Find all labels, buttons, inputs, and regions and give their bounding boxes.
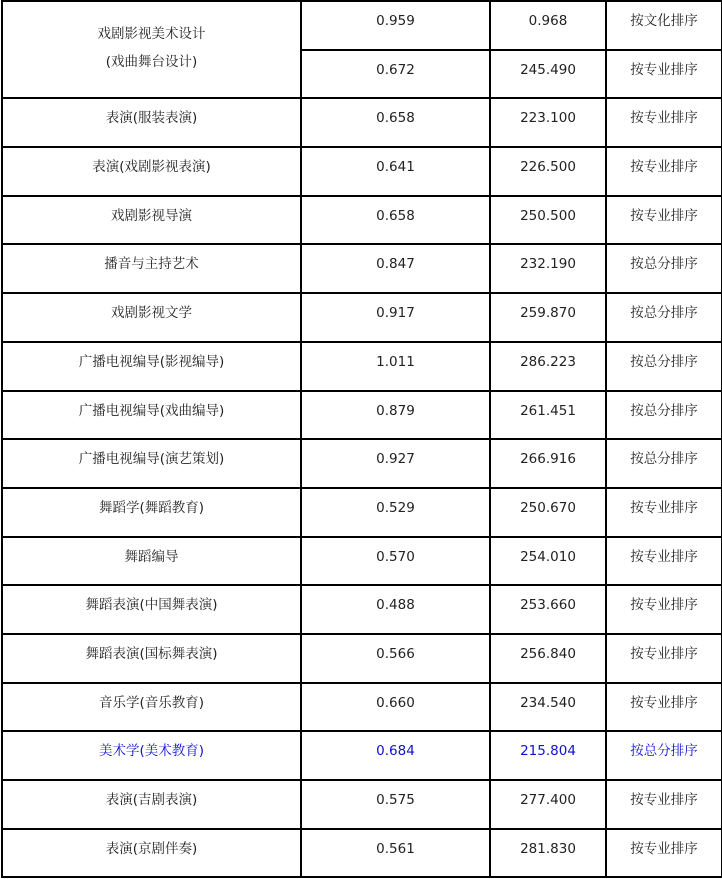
- score-cell: 215.804: [490, 731, 606, 780]
- ratio-cell: 0.641: [301, 147, 490, 196]
- ratio-cell: 0.847: [301, 244, 490, 293]
- method-cell: 按文化排序: [606, 1, 722, 50]
- table-row: [2, 634, 722, 683]
- method-cell: 按专业排序: [606, 50, 722, 99]
- score-cell: 250.670: [490, 488, 606, 537]
- table-row: [2, 244, 722, 293]
- table-row: [2, 780, 722, 829]
- method-cell: 按总分排序: [606, 342, 722, 391]
- major-cell: [2, 1, 301, 98]
- major-cell: 舞蹈表演(中国舞表演): [2, 585, 301, 634]
- method-cell: 按专业排序: [606, 488, 722, 537]
- method-cell: 按总分排序: [606, 293, 722, 342]
- method-cell: 按总分排序: [606, 244, 722, 293]
- ratio-cell: 0.684: [301, 731, 490, 780]
- major-cell: 舞蹈学(舞蹈教育): [2, 488, 301, 537]
- method-cell: 按专业排序: [606, 537, 722, 586]
- ratio-cell: 0.561: [301, 829, 490, 878]
- table-row: [2, 488, 722, 537]
- score-cell: 259.870: [490, 293, 606, 342]
- table-row: [2, 98, 722, 147]
- ratio-cell: 0.488: [301, 585, 490, 634]
- table-row: [2, 731, 722, 780]
- method-cell: 按专业排序: [606, 780, 722, 829]
- table-row: [2, 391, 722, 440]
- method-cell: 按总分排序: [606, 731, 722, 780]
- admission-score-table: [1, 0, 722, 878]
- major-cell: 广播电视编导(戏曲编导): [2, 391, 301, 440]
- major-cell: 表演(服装表演): [2, 98, 301, 147]
- table-row: [2, 147, 722, 196]
- major-cell: 表演(吉剧表演): [2, 780, 301, 829]
- method-cell: 按专业排序: [606, 98, 722, 147]
- score-cell: 0.968: [490, 1, 606, 50]
- score-cell: 226.500: [490, 147, 606, 196]
- score-cell: 256.840: [490, 634, 606, 683]
- ratio-cell: 0.570: [301, 537, 490, 586]
- score-cell: 223.100: [490, 98, 606, 147]
- table-row: [2, 439, 722, 488]
- ratio-cell: 0.566: [301, 634, 490, 683]
- ratio-cell: 0.917: [301, 293, 490, 342]
- ratio-cell: 0.658: [301, 196, 490, 245]
- score-cell: 245.490: [490, 50, 606, 99]
- ratio-cell: 1.011: [301, 342, 490, 391]
- ratio-cell: 0.658: [301, 98, 490, 147]
- method-cell: 按总分排序: [606, 439, 722, 488]
- table-row: [2, 537, 722, 586]
- score-cell: 253.660: [490, 585, 606, 634]
- ratio-cell: 0.927: [301, 439, 490, 488]
- score-cell: 277.400: [490, 780, 606, 829]
- ratio-cell: 0.879: [301, 391, 490, 440]
- table-row: [2, 293, 722, 342]
- major-name-line: 戏剧影视美术设计: [97, 26, 206, 42]
- table-row: [2, 196, 722, 245]
- major-cell: 表演(京剧伴奏): [2, 829, 301, 878]
- method-cell: 按专业排序: [606, 196, 722, 245]
- score-cell: 266.916: [490, 439, 606, 488]
- major-cell: 广播电视编导(演艺策划): [2, 439, 301, 488]
- score-cell: 254.010: [490, 537, 606, 586]
- major-cell: 戏剧影视导演: [2, 196, 301, 245]
- table-row: [2, 342, 722, 391]
- score-cell: 232.190: [490, 244, 606, 293]
- table-row: [2, 683, 722, 732]
- ratio-cell: 0.529: [301, 488, 490, 537]
- ratio-cell: 0.672: [301, 50, 490, 99]
- score-cell: 250.500: [490, 196, 606, 245]
- method-cell: 按专业排序: [606, 829, 722, 878]
- method-cell: 按专业排序: [606, 634, 722, 683]
- major-cell: 表演(戏剧影视表演): [2, 147, 301, 196]
- major-cell: 舞蹈编导: [2, 537, 301, 586]
- method-cell: 按总分排序: [606, 391, 722, 440]
- table-row: [2, 1, 722, 50]
- method-cell: 按专业排序: [606, 683, 722, 732]
- table-body: [2, 1, 722, 877]
- score-cell: 281.830: [490, 829, 606, 878]
- major-cell: 播音与主持艺术: [2, 244, 301, 293]
- ratio-cell: 0.575: [301, 780, 490, 829]
- major-name-line: (戏曲舞台设计): [105, 54, 198, 70]
- table-row: [2, 585, 722, 634]
- method-cell: 按专业排序: [606, 585, 722, 634]
- major-cell: 舞蹈表演(国标舞表演): [2, 634, 301, 683]
- score-cell: 286.223: [490, 342, 606, 391]
- score-cell: 261.451: [490, 391, 606, 440]
- table-row: [2, 829, 722, 878]
- method-cell: 按专业排序: [606, 147, 722, 196]
- score-cell: 234.540: [490, 683, 606, 732]
- major-cell: 美术学(美术教育): [2, 731, 301, 780]
- major-cell: 广播电视编导(影视编导): [2, 342, 301, 391]
- ratio-cell: 0.660: [301, 683, 490, 732]
- ratio-cell: 0.959: [301, 1, 490, 50]
- major-cell: 戏剧影视文学: [2, 293, 301, 342]
- major-cell: 音乐学(音乐教育): [2, 683, 301, 732]
